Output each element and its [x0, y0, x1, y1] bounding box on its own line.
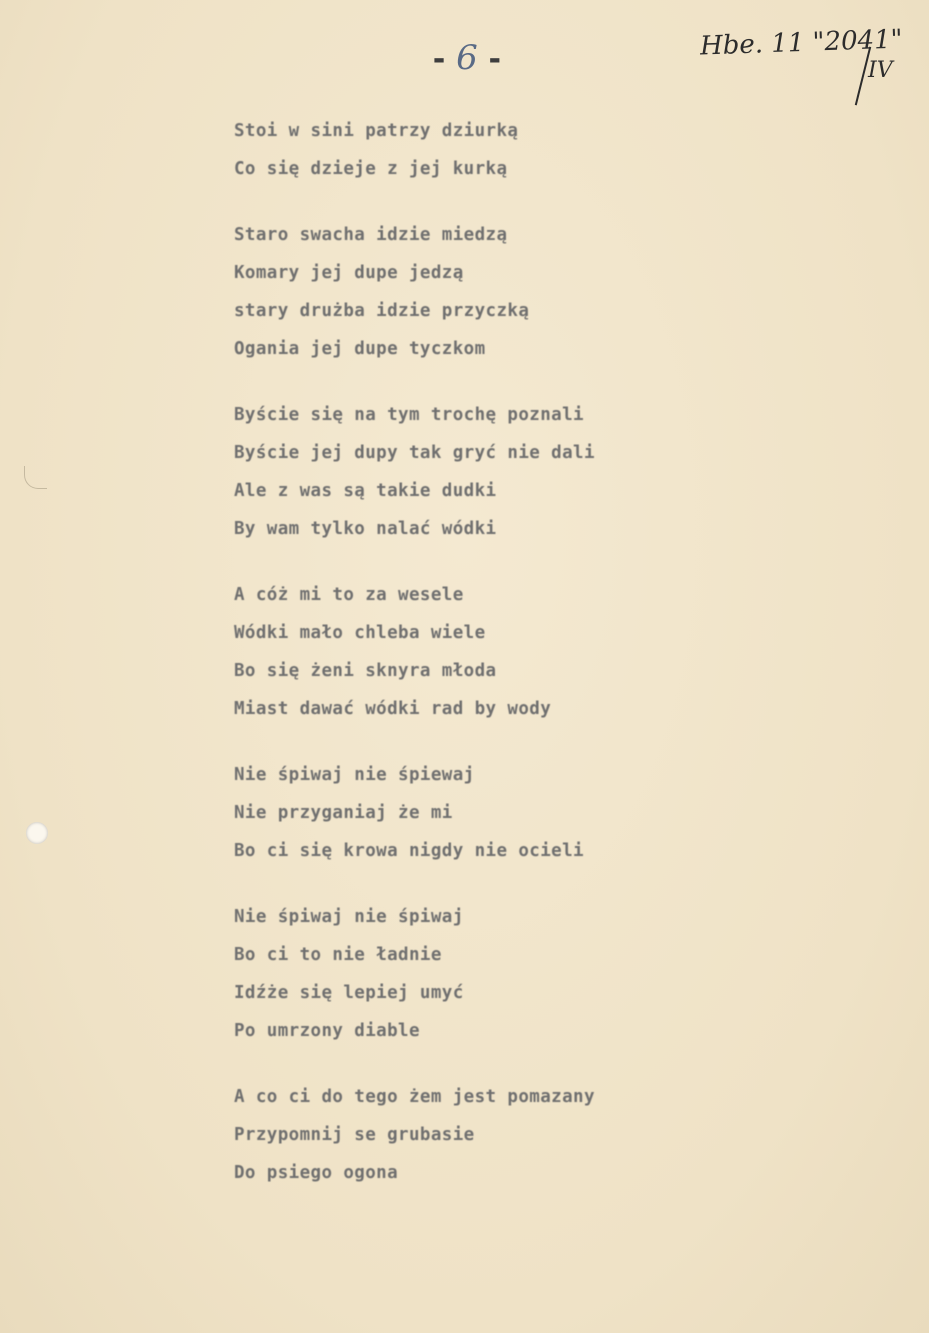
stanza [234, 756, 694, 870]
verse-line: By wam tylko nalać wódki [234, 519, 497, 539]
page-number-dash-left: - [430, 42, 451, 77]
page-number-dash-right: - [485, 42, 506, 77]
verse-line: Do psiego ogona [234, 1163, 399, 1183]
binder-punch-hole [26, 822, 48, 844]
verse-line: Miast dawać wódki rad by wody [234, 699, 552, 719]
stanza [234, 216, 694, 368]
verse-line: Bo ci to nie ładnie [234, 945, 442, 965]
verse-line: Nie śpiwaj nie śpiwaj [234, 907, 464, 927]
stanza [234, 112, 694, 188]
verse-line: Wódki mało chleba wiele [234, 623, 486, 643]
verse-line: stary drużba idzie przyczką [234, 301, 530, 321]
verse-line: Ale z was są takie dudki [234, 481, 497, 501]
verse-line: Idźże się lepiej umyć [234, 983, 464, 1003]
verse-line: Stoi w sini patrzy dziurką [234, 121, 519, 141]
archive-reference-handwritten [699, 24, 904, 108]
archive-reference-sub: IV [868, 58, 893, 83]
verse-line: Bo ci się krowa nigdy nie ocieli [234, 841, 584, 861]
page-number-value: 6 [456, 38, 480, 78]
verse-line: Staro swacha idzie miedzą [234, 225, 508, 245]
verse-line: Przypomnij se grubasie [234, 1125, 475, 1145]
stanza [234, 898, 694, 1050]
verse-line: A cóż mi to za wesele [234, 585, 464, 605]
verse-line: Komary jej dupe jedzą [234, 263, 464, 283]
stanza [234, 576, 694, 728]
stanza [234, 1078, 694, 1192]
verse-line: Co się dzieje z jej kurką [234, 159, 508, 179]
verse-line: Byście się na tym trochę poznali [234, 405, 584, 425]
verse-line: Bo się żeni sknyra młoda [234, 661, 497, 681]
archive-reference-number: Hbe. 11 "2041" [699, 24, 904, 62]
verse-line: A co ci do tego żem jest pomazany [234, 1087, 595, 1107]
verse-line: Po umrzony diable [234, 1021, 420, 1041]
page-number [430, 38, 506, 78]
verse-line: Nie przyganiaj że mi [234, 803, 453, 823]
verse-line: Nie śpiwaj nie śpiewaj [234, 765, 475, 785]
verse-line: Ogania jej dupe tyczkom [234, 339, 486, 359]
paper-crease-mark [24, 466, 47, 489]
poem-text [234, 112, 694, 1220]
stanza [234, 396, 694, 548]
verse-line: Byście jej dupy tak gryć nie dali [234, 443, 595, 463]
